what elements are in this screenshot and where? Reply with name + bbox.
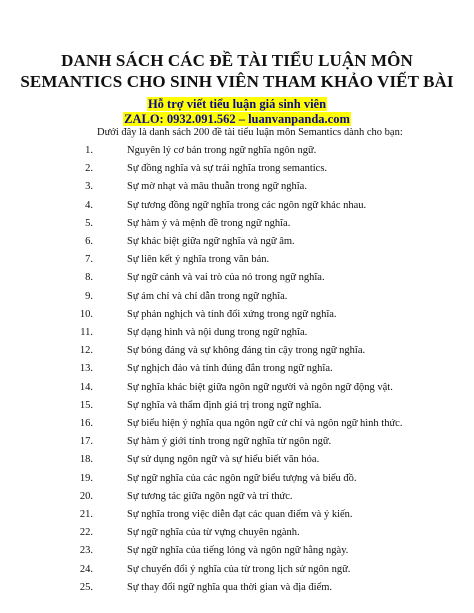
document-title-line-2: SEMANTICS CHO SINH VIÊN THAM KHẢO VIẾT BÀI xyxy=(20,72,454,91)
topic-text: Sự ngữ nghĩa của các ngôn ngữ biểu tượng và biểu đồ. xyxy=(127,472,357,484)
topic-number: 16. xyxy=(79,418,93,429)
topic-number: 23. xyxy=(79,545,93,557)
topic-number: 1. xyxy=(85,145,93,156)
topic-text: Sự ngữ cảnh và vai trò của nó trong ngữ nghĩa. xyxy=(127,272,325,284)
topic-list-item xyxy=(0,252,474,267)
topic-text: Sự tương tác giữa ngôn ngữ và trí thức. xyxy=(127,490,293,502)
document-title-line-1: DANH SÁCH CÁC ĐỀ TÀI TIỂU LUẬN MÔN xyxy=(61,51,413,70)
topic-text: Sự chuyển đổi ý nghĩa của từ trong lịch sử ngôn ngữ. xyxy=(127,563,351,575)
topic-text: Sự đồng nghĩa và sự trái nghĩa trong semantics. xyxy=(127,163,328,175)
topic-list-item xyxy=(0,343,474,358)
topic-number: 7. xyxy=(85,254,93,266)
topic-text: Sự nghịch đảo và tính đúng đắn trong ngữ nghĩa. xyxy=(127,363,333,375)
topic-number: 17. xyxy=(79,436,93,448)
topic-text: Sự mờ nhạt và mâu thuẫn trong ngữ nghĩa. xyxy=(127,181,307,193)
topic-list-item xyxy=(0,452,474,467)
topic-text: Sự phản nghịch và tính đối xứng trong ngữ nghĩa. xyxy=(127,308,337,320)
topic-number: 4. xyxy=(85,199,93,211)
topic-list-item xyxy=(0,543,474,558)
topic-number: 13. xyxy=(79,363,93,375)
topic-number: 21. xyxy=(79,509,93,520)
topic-text: Sự biểu hiện ý nghĩa qua ngôn ngữ cử chỉ và ngôn ngữ hình thức. xyxy=(127,418,403,429)
topic-text: Sự thay đổi ngữ nghĩa qua thời gian và địa điểm. xyxy=(127,581,333,593)
topic-text: Sự liên kết ý nghĩa trong văn bản. xyxy=(127,254,270,266)
topic-number: 3. xyxy=(85,181,93,193)
topic-number: 18. xyxy=(79,454,93,466)
topic-number: 10. xyxy=(79,308,93,320)
topic-text: Nguyên lý cơ bản trong ngữ nghĩa ngôn ngữ. xyxy=(127,145,317,156)
topic-list-item xyxy=(0,471,474,486)
topic-list-item xyxy=(0,489,474,504)
topic-text: Sự bóng đáng và sự không đáng tin cậy trong ngữ nghĩa. xyxy=(127,345,366,357)
topic-number: 8. xyxy=(85,272,93,284)
topic-number: 15. xyxy=(79,399,93,411)
topic-list-item xyxy=(0,562,474,577)
topic-list-item xyxy=(0,580,474,595)
topic-number: 6. xyxy=(85,236,93,247)
promo-line-2 xyxy=(0,112,474,126)
topic-text: Sự ám chỉ và chỉ dẫn trong ngữ nghĩa. xyxy=(127,290,288,302)
promo-text-1: Hỗ trợ viết tiểu luận giá sinh viên xyxy=(147,97,327,111)
topic-list-item xyxy=(0,143,474,158)
topic-text: Sự khác biệt giữa ngữ nghĩa và ngữ âm. xyxy=(127,236,295,247)
topic-text: Sự ngữ nghĩa của tiếng lóng và ngôn ngữ hằng ngày. xyxy=(127,545,349,557)
topic-list-item xyxy=(0,380,474,395)
topic-list-item xyxy=(0,416,474,431)
topic-number: 9. xyxy=(85,290,93,302)
topic-text: Sự tương đồng ngữ nghĩa trong các ngôn ngữ khác nhau. xyxy=(127,199,367,211)
intro-paragraph: Dưới đây là danh sách 200 đề tài tiểu luận môn Semantics dành cho bạn: xyxy=(97,127,403,138)
topic-number: 22. xyxy=(79,527,93,539)
topic-text: Sự ngữ nghĩa của từ vựng chuyên ngành. xyxy=(127,527,300,539)
topic-list-item xyxy=(0,398,474,413)
promo-contact: ZALO: 0932.091.562 – luanvanpanda.com xyxy=(124,112,350,126)
topic-number: 24. xyxy=(79,563,93,575)
topic-number: 19. xyxy=(79,472,93,484)
topic-text: Sự dạng hình và nội dung trong ngữ nghĩa. xyxy=(127,327,308,338)
topic-text: Sự hàm ý giới tính trong ngữ nghĩa từ ngôn ngữ. xyxy=(127,436,332,448)
promo-line-1 xyxy=(0,97,474,111)
topic-list-item xyxy=(0,289,474,304)
topic-list-item xyxy=(0,325,474,340)
topic-list-item xyxy=(0,179,474,194)
topic-list-item xyxy=(0,270,474,285)
topic-text: Sự hàm ý và mệnh đề trong ngữ nghĩa. xyxy=(127,217,291,229)
topic-list-item xyxy=(0,507,474,522)
topic-text: Sự nghĩa và thẩm định giá trị trong ngữ nghĩa. xyxy=(127,399,322,411)
topic-number: 2. xyxy=(85,163,93,175)
topic-list-item xyxy=(0,198,474,213)
topic-list-item xyxy=(0,307,474,322)
topic-text: Sự nghĩa khác biệt giữa ngôn ngữ người và ngôn ngữ động vật. xyxy=(127,381,393,393)
topic-list-item xyxy=(0,434,474,449)
topic-number: 5. xyxy=(85,217,93,229)
topic-text: Sự nghĩa trong việc diễn đạt các quan điểm và ý kiến. xyxy=(127,509,353,520)
topic-list-item xyxy=(0,525,474,540)
topic-list-item xyxy=(0,361,474,376)
topic-number: 25. xyxy=(79,581,93,593)
topic-text: Sự sử dụng ngôn ngữ và sự hiểu biết văn hóa. xyxy=(127,454,320,466)
topic-number: 14. xyxy=(79,381,93,393)
topic-number: 11. xyxy=(80,327,93,338)
topic-number: 20. xyxy=(79,490,93,502)
topic-list-item xyxy=(0,161,474,176)
topic-list-item xyxy=(0,234,474,249)
topic-list-item xyxy=(0,216,474,231)
topic-number: 12. xyxy=(79,345,93,357)
